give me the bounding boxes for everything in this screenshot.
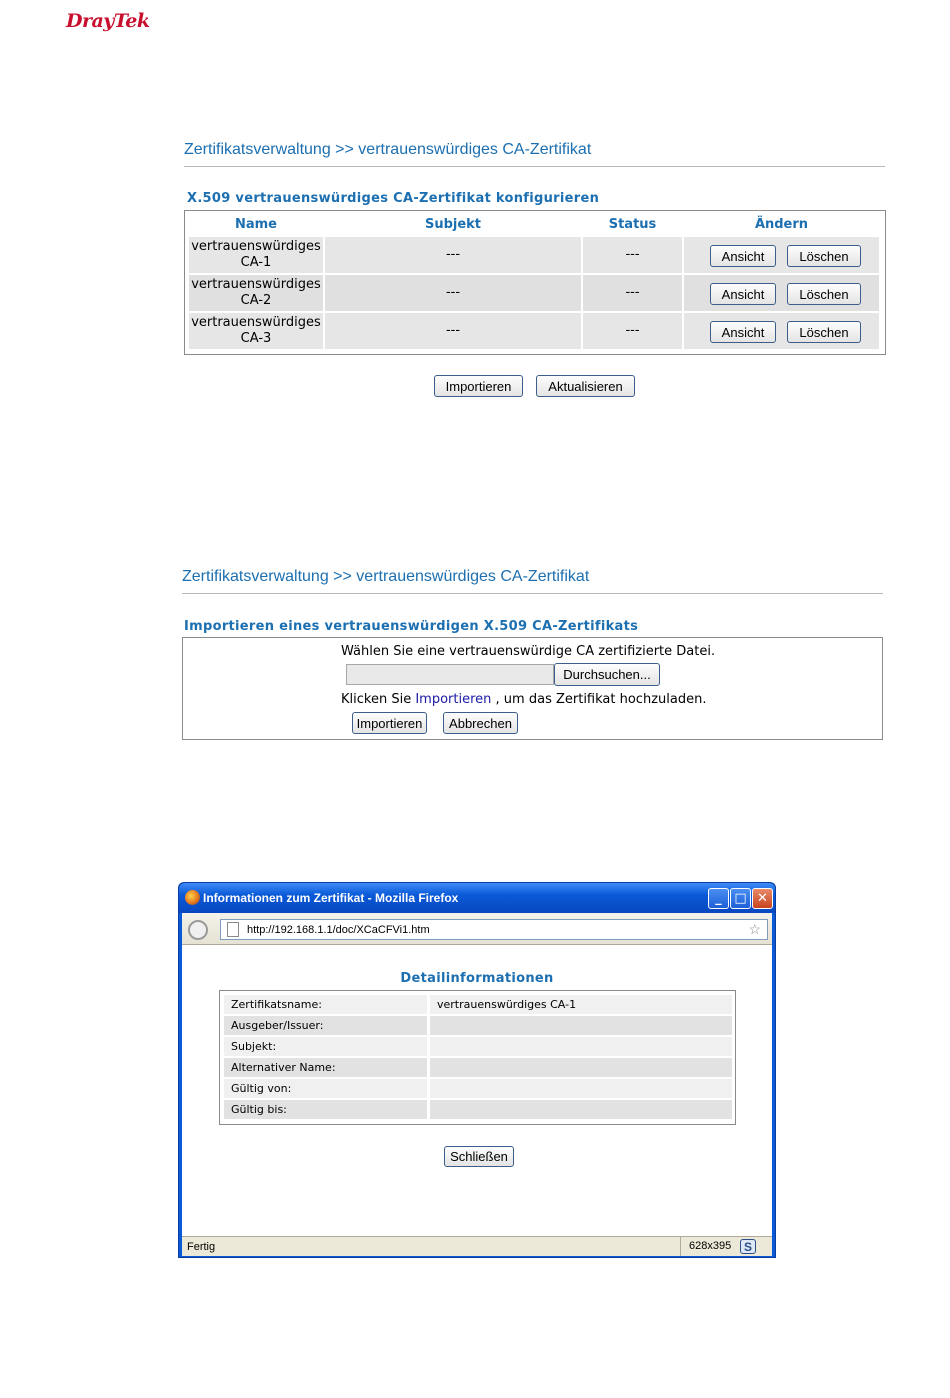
- addon-s-icon[interactable]: S: [740, 1239, 756, 1254]
- detail-row: [224, 1016, 732, 1035]
- file-path-input[interactable]: [346, 664, 554, 685]
- bookmark-star-icon[interactable]: ☆: [748, 921, 761, 937]
- ca-certificate-table: [184, 210, 886, 355]
- close-icon[interactable]: ✕: [752, 888, 773, 909]
- page-content: [182, 946, 772, 1236]
- browser-toolbar: [182, 913, 772, 945]
- browse-button[interactable]: Durchsuchen...: [554, 663, 660, 686]
- delete-button[interactable]: Löschen: [787, 245, 861, 267]
- detail-value: [430, 1100, 732, 1119]
- import-submit-button[interactable]: Importieren: [352, 712, 427, 734]
- certificate-name: vertrauenswürdiges CA-1: [189, 237, 323, 273]
- minimize-icon[interactable]: _: [708, 888, 729, 909]
- title-divider: [182, 593, 883, 594]
- maximize-icon[interactable]: □: [730, 888, 751, 909]
- detail-row: [224, 995, 732, 1014]
- certificate-info-window: [178, 882, 776, 1258]
- detail-table: [219, 990, 736, 1125]
- import-section-title: Importieren eines vertrauenswürdigen X.509 CA-Zertifikats: [184, 619, 639, 634]
- detail-label: Subjekt:: [224, 1037, 427, 1056]
- detail-row: [224, 1100, 732, 1119]
- detail-value: [430, 1037, 732, 1056]
- upload-hint: [341, 692, 706, 707]
- detail-label: Gültig von:: [224, 1079, 427, 1098]
- import-form: [182, 637, 883, 740]
- detail-value: [430, 1016, 732, 1035]
- window-titlebar[interactable]: [179, 883, 775, 913]
- refresh-button[interactable]: Aktualisieren: [536, 375, 635, 397]
- table-row: [189, 237, 879, 273]
- delete-button[interactable]: Löschen: [787, 321, 861, 343]
- address-bar[interactable]: [220, 919, 768, 940]
- detail-row: [224, 1037, 732, 1056]
- certificate-subject: ---: [325, 237, 581, 273]
- table-row: [189, 313, 879, 349]
- view-button[interactable]: Ansicht: [710, 283, 776, 305]
- certificate-status: ---: [583, 313, 682, 349]
- detail-label: Ausgeber/Issuer:: [224, 1016, 427, 1035]
- import-button[interactable]: Importieren: [434, 375, 523, 397]
- page-title: Zertifikatsverwaltung >> vertrauenswürdiges CA-Zertifikat: [184, 141, 592, 158]
- detail-title: Detailinformationen: [400, 971, 554, 986]
- upload-hint-prefix: Klicken Sie: [341, 692, 412, 707]
- firefox-icon: [185, 890, 200, 905]
- detail-label: Gültig bis:: [224, 1100, 427, 1119]
- cancel-button[interactable]: Abbrechen: [443, 712, 518, 734]
- certificate-status: ---: [583, 237, 682, 273]
- import-link[interactable]: Importieren: [415, 692, 492, 707]
- certificate-subject: ---: [325, 313, 581, 349]
- table-title: X.509 vertrauenswürdiges CA-Zertifikat konfigurieren: [187, 191, 600, 206]
- detail-value: [430, 1079, 732, 1098]
- detail-value: [430, 1058, 732, 1077]
- close-button[interactable]: Schließen: [444, 1146, 514, 1167]
- reload-icon[interactable]: [188, 920, 208, 940]
- detail-label: Alternativer Name:: [224, 1058, 427, 1077]
- title-divider: [184, 166, 885, 167]
- status-bar: [182, 1236, 772, 1256]
- window-body: [182, 913, 772, 1256]
- page-icon: [227, 922, 239, 937]
- draytek-logo: DrayTek: [66, 10, 150, 32]
- choose-file-text: Wählen Sie eine vertrauenswürdige CA zertifizierte Datei.: [341, 644, 716, 659]
- delete-button[interactable]: Löschen: [787, 283, 861, 305]
- view-button[interactable]: Ansicht: [710, 245, 776, 267]
- column-header-name: Name: [234, 217, 277, 232]
- certificate-name: vertrauenswürdiges CA-2: [189, 275, 323, 311]
- detail-row: [224, 1058, 732, 1077]
- window-size-readout: 628x395: [680, 1237, 738, 1256]
- column-header-change: Ändern: [754, 217, 809, 232]
- status-text: Fertig: [187, 1241, 216, 1253]
- page-title: Zertifikatsverwaltung >> vertrauenswürdiges CA-Zertifikat: [182, 568, 590, 585]
- column-header-subject: Subjekt: [424, 217, 482, 232]
- certificate-subject: ---: [325, 275, 581, 311]
- window-title: Informationen zum Zertifikat - Mozilla Firefox: [203, 891, 459, 905]
- certificate-status: ---: [583, 275, 682, 311]
- upload-hint-suffix: , um das Zertifikat hochzuladen.: [495, 692, 707, 707]
- detail-row: [224, 1079, 732, 1098]
- url-text: http://192.168.1.1/doc/XCaCFVi1.htm: [247, 924, 430, 936]
- view-button[interactable]: Ansicht: [710, 321, 776, 343]
- detail-value: vertrauenswürdiges CA-1: [430, 995, 732, 1014]
- table-row: [189, 275, 879, 311]
- detail-label: Zertifikatsname:: [224, 995, 427, 1014]
- certificate-name: vertrauenswürdiges CA-3: [189, 313, 323, 349]
- column-header-status: Status: [608, 217, 657, 232]
